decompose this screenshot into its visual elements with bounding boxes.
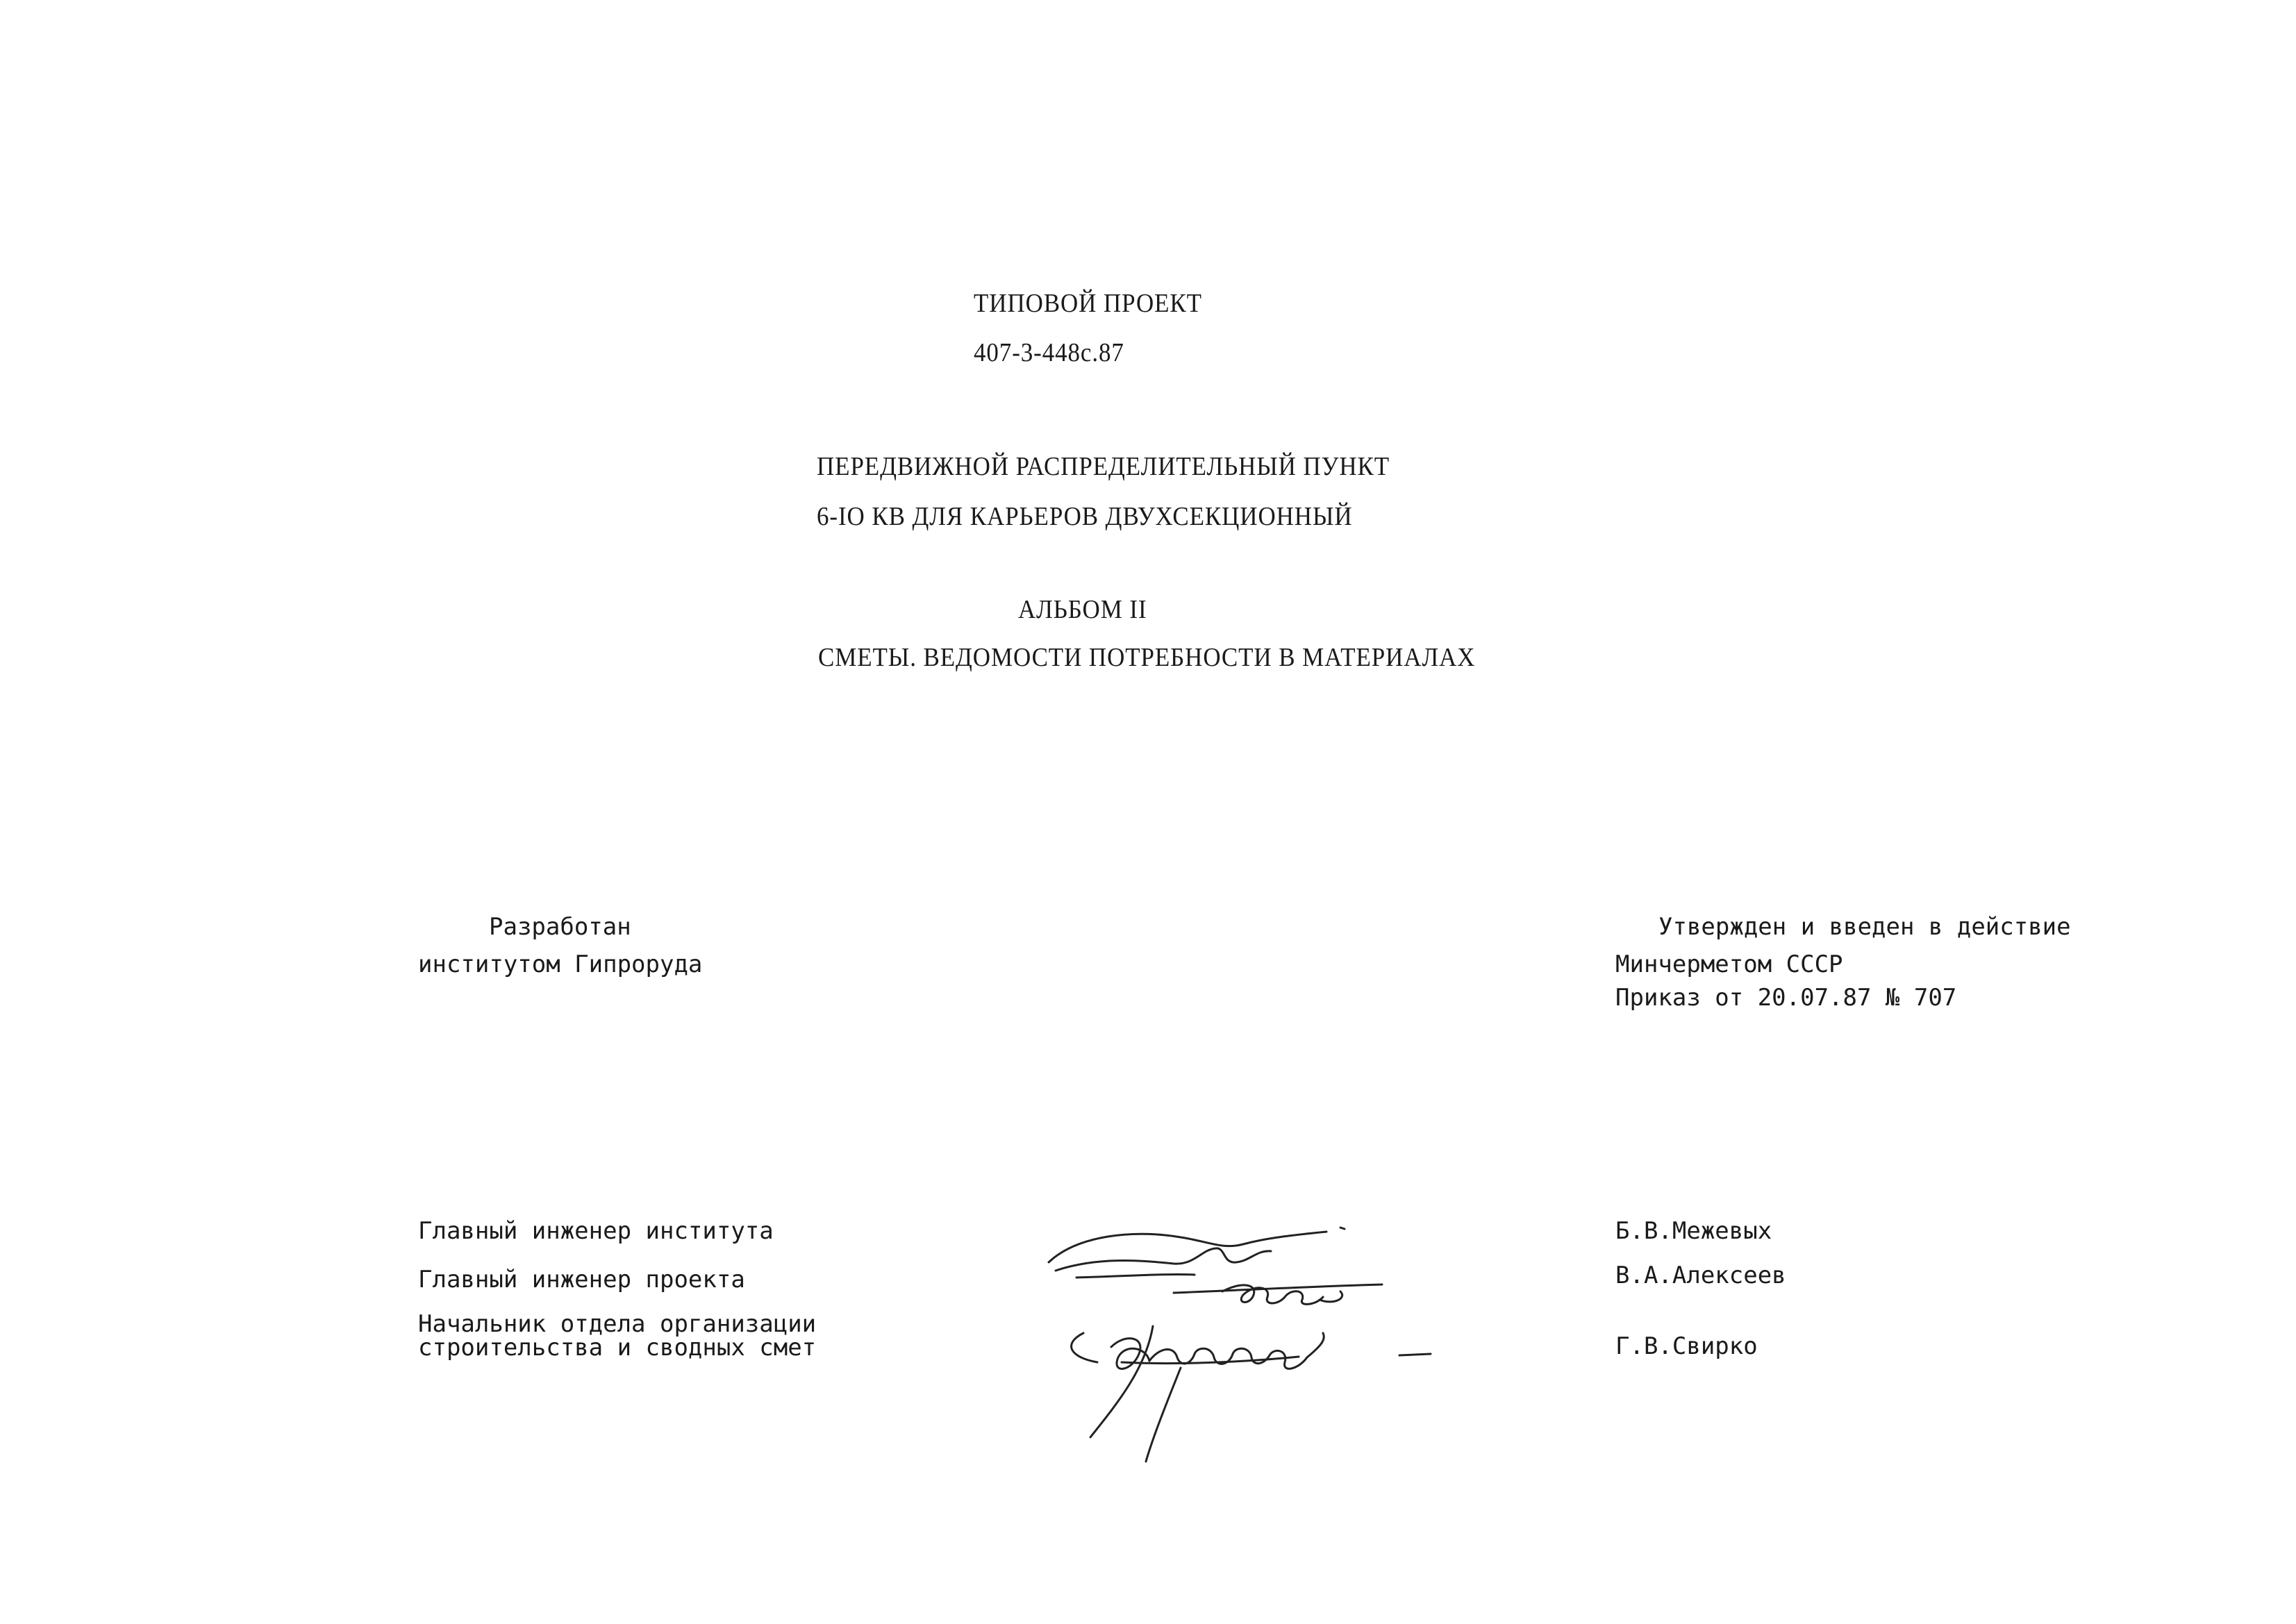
signatory-position-2: Главный инженер проекта <box>418 1266 745 1294</box>
handwritten-signatures <box>1035 1208 1465 1472</box>
subject-line-2: 6-IO КВ ДЛЯ КАРЬЕРОВ ДВУХСЕКЦИОННЫЙ <box>817 502 1353 531</box>
developed-by-line-1: Разработан <box>489 913 631 941</box>
subject-line-1: ПЕРЕДВИЖНОЙ РАСПРЕДЕЛИТЕЛЬНЫЙ ПУНКТ <box>817 452 1390 481</box>
signatory-position-3-line-1: Начальник отдела организации <box>418 1310 817 1338</box>
signatory-position-1: Главный инженер института <box>418 1217 774 1245</box>
developed-by-line-2: институтом Гипроруда <box>418 951 703 978</box>
signatory-name-1: Б.В.Межевых <box>1615 1217 1772 1245</box>
approved-by-line-3: Приказ от 20.07.87 № 707 <box>1615 984 1957 1012</box>
signatory-name-2: В.А.Алексеев <box>1615 1262 1786 1289</box>
approved-by-line-2: Минчерметом СССР <box>1615 951 1843 978</box>
album-number: АЛЬБОМ II <box>1018 595 1147 624</box>
approved-by-line-1: Утвержден и введен в действие <box>1658 913 2071 941</box>
signatory-position-3-line-2: строительства и сводных смет <box>418 1334 817 1362</box>
signatory-name-3: Г.В.Свирко <box>1615 1332 1758 1360</box>
album-content: СМЕТЫ. ВЕДОМОСТИ ПОТРЕБНОСТИ В МАТЕРИАЛАХ <box>818 643 1476 672</box>
doc-number: 407-3-448с.87 <box>974 338 1124 367</box>
doc-type: ТИПОВОЙ ПРОЕКТ <box>974 289 1202 318</box>
